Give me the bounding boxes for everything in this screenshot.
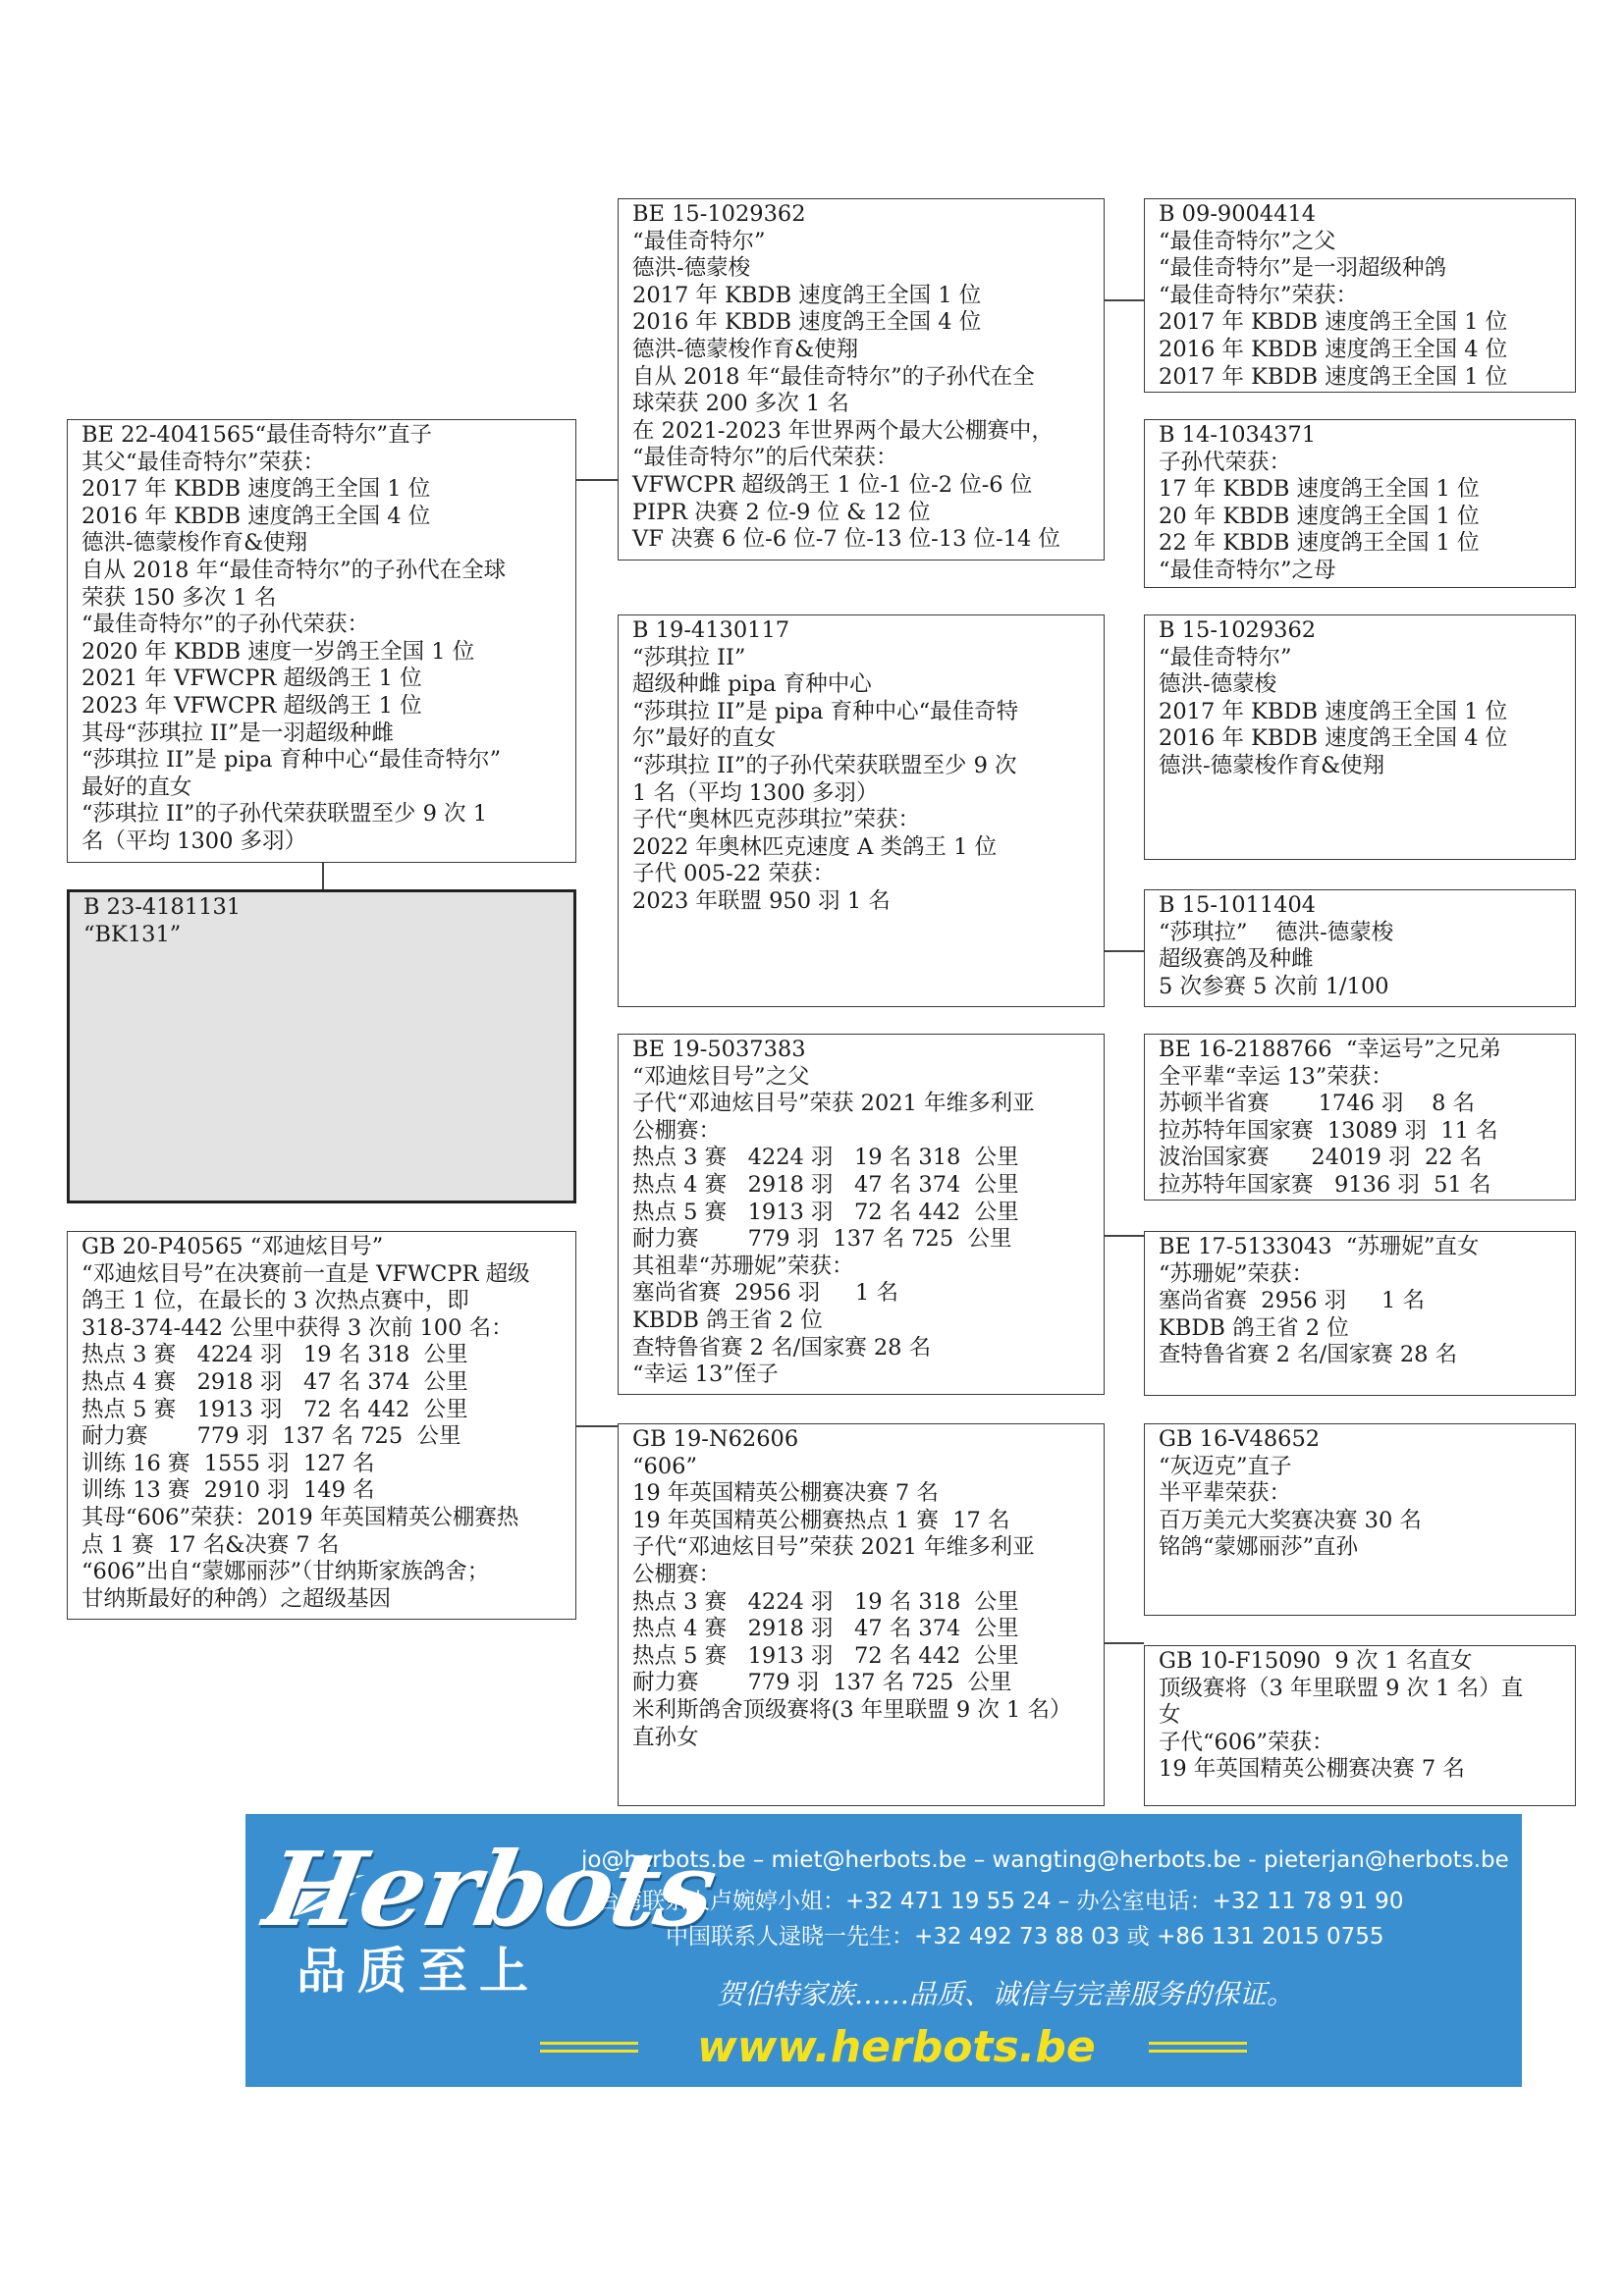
- pedigree-text-line: 耐力赛 779 羽 137 名 725 公里: [632, 1226, 1012, 1253]
- ss-dam-box: [1144, 419, 1576, 588]
- pedigree-text-line: B 09-9004414: [1159, 201, 1317, 227]
- pedigree-text-line: GB 16-V48652: [1159, 1426, 1321, 1452]
- pedigree-text-line: 2023 年 VFWCPR 超级鸽王 1 位: [81, 692, 422, 719]
- pedigree-text-line: 子代 005-22 荣获：: [632, 861, 835, 887]
- pedigree-text-line: 训练 16 赛 1555 羽 127 名: [81, 1450, 375, 1476]
- pedigree-text-line: BE 15-1029362: [632, 201, 806, 227]
- pedigree-text-line: 德洪-德蒙梭作育&使翔: [632, 336, 859, 362]
- pedigree-text-line: 热点 4 赛 2918 羽 47 名 374 公里: [81, 1368, 468, 1395]
- pedigree-text-line: 2023 年联盟 950 羽 1 名: [632, 887, 891, 914]
- divider-right: [1149, 2042, 1247, 2045]
- pedigree-text-line: “最佳奇特尔”的子孙代荣获：: [81, 612, 370, 638]
- sire-box: [67, 419, 576, 863]
- connector: [322, 863, 324, 889]
- pedigree-text-line: “606”: [632, 1453, 697, 1479]
- pedigree-text-line: 拉苏特年国家赛 13089 羽 11 名: [1159, 1117, 1498, 1144]
- pedigree-text-line: 铭鸽“蒙娜丽莎”直孙: [1159, 1534, 1359, 1561]
- pedigree-text-line: 训练 13 赛 2910 羽 149 名: [81, 1477, 375, 1504]
- pedigree-text-line: B 15-1011404: [1159, 892, 1317, 918]
- pedigree-text-line: 19 年英国精英公棚赛热点 1 赛 17 名: [632, 1507, 1010, 1533]
- pedigree-text-line: “莎琪拉 II”的子孙代荣获联盟至少 9 次 1: [81, 801, 488, 828]
- pedigree-text-line: 2016 年 KBDB 速度鸽王全国 4 位: [1159, 336, 1508, 362]
- pedigree-text-line: 热点 5 赛 1913 羽 72 名 442 公里: [81, 1396, 468, 1422]
- pedigree-text-line: 2017 年 KBDB 速度鸽王全国 1 位: [1159, 698, 1508, 724]
- herbots-logo: Herbots: [256, 1829, 724, 1949]
- sire-sire-box: [618, 198, 1105, 561]
- pedigree-text-line: 其父“最佳奇特尔”荣获：: [81, 449, 326, 475]
- pedigree-text-line: 子代“邓迪炫目号”荣获 2021 年维多利亚: [632, 1534, 1035, 1561]
- pedigree-text-line: B 19-4130117: [632, 617, 790, 643]
- pedigree-text-line: “最佳奇特尔”是一羽超级种鸽: [1159, 255, 1447, 282]
- pedigree-text-line: PIPR 决赛 2 位-9 位 & 12 位: [632, 499, 931, 525]
- pedigree-text-line: “最佳奇特尔”荣获：: [1159, 282, 1359, 308]
- pedigree-text-line: BE 22-4041565“最佳奇特尔”直子: [81, 422, 433, 448]
- pedigree-text-line: 子代“606”荣获：: [1159, 1729, 1334, 1755]
- sire-dam-box: [618, 614, 1105, 1007]
- pedigree-text-line: 波治国家赛 24019 羽 22 名: [1159, 1145, 1483, 1171]
- sd-dam-box: [1144, 889, 1576, 1007]
- pedigree-text-line: 热点 4 赛 2918 羽 47 名 374 公里: [632, 1616, 1019, 1642]
- pedigree-text-line: 查特鲁省赛 2 名/国家赛 28 名: [632, 1334, 932, 1361]
- pedigree-text-line: 拉苏特年国家赛 9136 羽 51 名: [1159, 1171, 1491, 1198]
- contact-emails[interactable]: jo@herbots.be – miet@herbots.be – wangting@herbots.be - pieterjan@herbots.be: [581, 1847, 1509, 1873]
- connector: [1105, 1642, 1144, 1644]
- pedigree-text-line: KBDB 鸽王省 2 位: [632, 1307, 823, 1333]
- pedigree-text-line: “莎琪拉 II”是 pipa 育种中心“最佳奇特尔”: [81, 747, 502, 774]
- divider-right: [1149, 2050, 1247, 2053]
- pedigree-text-line: 德洪-德蒙梭: [1159, 671, 1277, 698]
- pedigree-text-line: 1 名（平均 1300 多羽）: [632, 779, 879, 806]
- pedigree-text-line: 热点 3 赛 4224 羽 19 名 318 公里: [81, 1342, 468, 1368]
- pedigree-text-line: 19 年英国精英公棚赛决赛 7 名: [632, 1480, 939, 1507]
- pedigree-text-line: 2022 年奥林匹克速度 A 类鸽王 1 位: [632, 833, 998, 860]
- pedigree-text-line: 耐力赛 779 羽 137 名 725 公里: [632, 1670, 1012, 1696]
- pedigree-text-line: 尔”最好的直女: [632, 725, 777, 752]
- pedigree-text-line: 名（平均 1300 多羽）: [81, 828, 307, 854]
- pedigree-text-line: “邓迪炫目号”之父: [632, 1063, 810, 1090]
- pedigree-text-line: 苏顿半省赛 1746 羽 8 名: [1159, 1091, 1476, 1117]
- pedigree-text-line: “幸运 13”侄子: [632, 1362, 779, 1388]
- pedigree-text-line: 自从 2018 年“最佳奇特尔”的子孙代在全球: [81, 557, 507, 583]
- pedigree-text-line: B 15-1029362: [1159, 617, 1317, 643]
- connector: [1105, 950, 1144, 952]
- pedigree-text-line: 其母“606”荣获：2019 年英国精英公棚赛热: [81, 1504, 519, 1530]
- slogan: 品质至上: [297, 1943, 540, 2000]
- pedigree-text-line: VF 决赛 6 位-6 位-7 位-13 位-13 位-14 位: [632, 526, 1060, 553]
- website-link[interactable]: www.herbots.be: [697, 2022, 1096, 2072]
- pedigree-text-line: 球荣获 200 多次 1 名: [632, 391, 849, 417]
- divider-left: [540, 2050, 638, 2053]
- tagline: 贺伯特家族……品质、诚信与完善服务的保证。: [717, 1978, 1295, 2010]
- pedigree-text-line: 塞尚省赛 2956 羽 1 名: [1159, 1288, 1425, 1314]
- pedigree-text-line: 女: [1159, 1702, 1181, 1729]
- pedigree-text-line: 19 年英国精英公棚赛决赛 7 名: [1159, 1756, 1465, 1783]
- pedigree-text-line: “最佳奇特尔”之母: [1159, 557, 1336, 583]
- pedigree-text-line: 318-374-442 公里中获得 3 次前 100 名：: [81, 1314, 514, 1341]
- pedigree-text-line: 子孙代荣获：: [1159, 449, 1292, 475]
- pedigree-text-line: KBDB 鸽王省 2 位: [1159, 1314, 1349, 1341]
- pedigree-text-line: BE 17-5133043 “苏珊妮”直女: [1159, 1234, 1480, 1259]
- pedigree-text-line: 点 1 赛 17 名&决赛 7 名: [81, 1531, 340, 1558]
- pedigree-text-line: 荣获 150 多次 1 名: [81, 584, 277, 611]
- pedigree-text-line: 热点 5 赛 1913 羽 72 名 442 公里: [632, 1199, 1019, 1225]
- pedigree-text-line: 耐力赛 779 羽 137 名 725 公里: [81, 1423, 461, 1450]
- dam-dam-box: [618, 1423, 1105, 1806]
- pedigree-text-line: “最佳奇特尔”之父: [1159, 228, 1336, 254]
- pedigree-text-line: 直孙女: [632, 1724, 699, 1750]
- pedigree-text-line: 德洪-德蒙梭作育&使翔: [1159, 752, 1385, 778]
- pedigree-text-line: 子代“奥林匹克莎琪拉”荣获：: [632, 807, 921, 833]
- pedigree-text-line: 20 年 KBDB 速度鸽王全国 1 位: [1159, 503, 1480, 529]
- connector: [576, 479, 618, 481]
- pedigree-text-line: “莎琪拉 II”: [632, 644, 746, 670]
- pedigree-text-line: 17 年 KBDB 速度鸽王全国 1 位: [1159, 476, 1480, 503]
- pedigree-text-line: “BK131”: [83, 921, 182, 947]
- pedigree-text-line: 查特鲁省赛 2 名/国家赛 28 名: [1159, 1342, 1458, 1368]
- pedigree-text-line: 热点 5 赛 1913 羽 72 名 442 公里: [632, 1642, 1019, 1669]
- pedigree-text-line: 鸽王 1 位，在最长的 3 次热点赛中，即: [81, 1288, 469, 1314]
- pedigree-text-line: 其母“莎琪拉 II”是一羽超级种雌: [81, 720, 394, 746]
- pedigree-text-line: GB 20-P40565 “邓迪炫目号”: [81, 1234, 384, 1259]
- contact-china: 中国联系人逯晓一先生：+32 492 73 88 03 或 +86 131 2015 0755: [666, 1924, 1384, 1949]
- pedigree-text-line: 5 次参赛 5 次前 1/100: [1159, 973, 1389, 999]
- dd-dam-box: [1144, 1645, 1576, 1806]
- pedigree-text-line: 2016 年 KBDB 速度鸽王全国 4 位: [632, 309, 982, 336]
- pedigree-text-line: 德洪-德蒙梭: [632, 255, 751, 282]
- pedigree-text-line: 2021 年 VFWCPR 超级鸽王 1 位: [81, 666, 422, 692]
- pedigree-text-line: VFWCPR 超级鸽王 1 位-1 位-2 位-6 位: [632, 471, 1033, 498]
- pedigree-text-line: 其祖辈“苏珊妮”荣获：: [632, 1253, 854, 1279]
- pedigree-text-line: 甘纳斯最好的种鸽）之超级基因: [81, 1585, 392, 1612]
- pedigree-text-line: BE 16-2188766 “幸运号”之兄弟: [1159, 1037, 1501, 1062]
- dd-sire-box: [1144, 1423, 1576, 1616]
- pedigree-text-line: “莎琪拉 II”是 pipa 育种中心“最佳奇特: [632, 698, 1019, 724]
- ds-sire-box: [1144, 1034, 1576, 1201]
- pedigree-text-line: 最好的直女: [81, 774, 192, 800]
- pedigree-text-line: “苏珊妮”荣获：: [1159, 1260, 1315, 1287]
- pedigree-text-line: 半平辈荣获：: [1159, 1480, 1292, 1507]
- pedigree-text-line: 2020 年 KBDB 速度一岁鸽王全国 1 位: [81, 638, 475, 665]
- pedigree-text-line: 热点 4 赛 2918 羽 47 名 374 公里: [632, 1171, 1019, 1198]
- pedigree-text-line: 2017 年 KBDB 速度鸽王全国 1 位: [632, 282, 982, 308]
- pedigree-text-line: 超级赛鸽及种雌: [1159, 946, 1314, 973]
- divider-left: [540, 2042, 638, 2045]
- ds-dam-box: [1144, 1231, 1576, 1396]
- pedigree-text-line: 2017 年 KBDB 速度鸽王全国 1 位: [1159, 363, 1508, 390]
- contact-taiwan: 台湾联系人卢婉婷小姐：+32 471 19 55 24 – 办公室电话：+32 11 78 91 90: [597, 1889, 1404, 1914]
- pedigree-text-line: 全平辈“幸运 13”荣获：: [1159, 1063, 1393, 1090]
- pedigree-text-line: 自从 2018 年“最佳奇特尔”的子孙代在全: [632, 363, 1035, 390]
- pedigree-text-line: 22 年 KBDB 速度鸽王全国 1 位: [1159, 530, 1480, 557]
- pedigree-text-line: “邓迪炫目号”在决赛前一直是 VFWCPR 超级: [81, 1260, 530, 1287]
- ss-sire-box: [1144, 198, 1576, 393]
- pedigree-text-line: 德洪-德蒙梭作育&使翔: [81, 530, 308, 557]
- sd-sire-box: [1144, 614, 1576, 860]
- pedigree-text-line: 2016 年 KBDB 速度鸽王全国 4 位: [1159, 725, 1508, 752]
- pedigree-text-line: GB 19-N62606: [632, 1426, 799, 1452]
- connector: [576, 1425, 618, 1427]
- pedigree-text-line: 热点 3 赛 4224 羽 19 名 318 公里: [632, 1588, 1019, 1615]
- pedigree-text-line: “最佳奇特尔”: [1159, 644, 1292, 670]
- pedigree-text-line: 2016 年 KBDB 速度鸽王全国 4 位: [81, 503, 431, 529]
- dam-box: [67, 1231, 576, 1620]
- pedigree-text-line: 热点 3 赛 4224 羽 19 名 318 公里: [632, 1145, 1019, 1171]
- pedigree-text-line: 米利斯鸽舍顶级赛将(3 年里联盟 9 次 1 名）: [632, 1696, 1072, 1723]
- pedigree-text-line: BE 19-5037383: [632, 1037, 806, 1062]
- pedigree-text-line: “最佳奇特尔”的后代荣获：: [632, 445, 898, 471]
- pedigree-text-line: “莎琪拉” 德洪-德蒙梭: [1159, 919, 1394, 945]
- pedigree-text-line: 顶级赛将（3 年里联盟 9 次 1 名）直: [1159, 1675, 1524, 1701]
- pedigree-text-line: 公棚赛：: [632, 1561, 722, 1587]
- pedigree-text-line: 塞尚省赛 2956 羽 1 名: [632, 1280, 898, 1307]
- connector: [1105, 1235, 1144, 1237]
- pedigree-text-line: 在 2021-2023 年世界两个最大公棚赛中，: [632, 417, 1054, 444]
- pedigree-text-line: 超级种雌 pipa 育种中心: [632, 671, 872, 698]
- pedigree-text-line: GB 10-F15090 9 次 1 名直女: [1159, 1648, 1473, 1674]
- pedigree-text-line: “606”出自“蒙娜丽莎”（甘纳斯家族鸽舍；: [81, 1559, 490, 1585]
- pedigree-text-line: 公棚赛：: [632, 1117, 722, 1144]
- pedigree-text-line: “灰迈克”直子: [1159, 1453, 1292, 1479]
- subject-box: [67, 889, 576, 1203]
- pedigree-text-line: 百万美元大奖赛决赛 30 名: [1159, 1507, 1422, 1533]
- pedigree-text-line: 子代“邓迪炫目号”荣获 2021 年维多利亚: [632, 1091, 1035, 1117]
- dam-sire-box: [618, 1034, 1105, 1395]
- connector: [1105, 299, 1144, 301]
- pedigree-text-line: 2017 年 KBDB 速度鸽王全国 1 位: [81, 476, 431, 503]
- pedigree-text-line: “最佳奇特尔”: [632, 228, 766, 254]
- pedigree-text-line: B 23-4181131: [83, 894, 242, 920]
- herbots-banner: [245, 1814, 1522, 2087]
- pedigree-text-line: B 14-1034371: [1159, 422, 1317, 448]
- pedigree-text-line: 2017 年 KBDB 速度鸽王全国 1 位: [1159, 309, 1508, 336]
- pedigree-text-line: “莎琪拉 II”的子孙代荣获联盟至少 9 次: [632, 752, 1017, 778]
